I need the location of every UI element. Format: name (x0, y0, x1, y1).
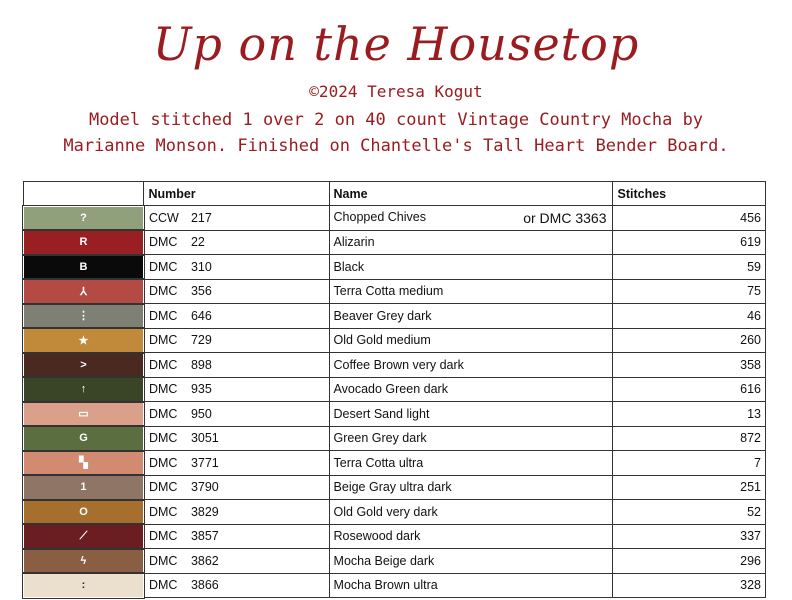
floss-name-cell (329, 524, 613, 549)
table-row (23, 377, 766, 402)
color-swatch-symbol: ? (23, 206, 144, 231)
floss-number-cell (144, 475, 329, 500)
floss-brand: DMC (148, 284, 178, 299)
floss-name: Chopped Chives (333, 209, 426, 224)
floss-number-cell (144, 524, 329, 549)
color-swatch-symbol: ϟ (23, 549, 144, 574)
stitch-count: 13 (613, 402, 766, 427)
floss-name: Beaver Grey dark (333, 308, 432, 323)
table-row (23, 524, 766, 549)
color-swatch-symbol: ⅄ (23, 279, 144, 304)
floss-name-cell (329, 426, 613, 451)
color-swatch-symbol: ⋮ (23, 304, 144, 329)
color-swatch-symbol: ↑ (23, 377, 144, 402)
color-swatch-symbol: : (23, 573, 144, 598)
floss-name-cell (329, 549, 613, 574)
header-name: Name (329, 182, 613, 206)
floss-number: 3866 (190, 578, 219, 593)
model-description-line-2: Marianne Monson. Finished on Chantelle's Tall Heart Bender Board. (63, 136, 729, 156)
floss-number: 310 (190, 259, 212, 274)
floss-number: 3862 (190, 553, 219, 568)
floss-name-cell (329, 451, 613, 476)
color-swatch-symbol: O (23, 500, 144, 525)
floss-brand: DMC (148, 578, 178, 593)
floss-name-cell (329, 230, 613, 255)
floss-number: 3829 (190, 504, 219, 519)
floss-number-cell (144, 353, 329, 378)
stitch-count: 328 (613, 573, 766, 598)
color-swatch-symbol: R (23, 230, 144, 255)
floss-name-cell (329, 206, 613, 231)
floss-name-cell (329, 304, 613, 329)
floss-number-cell (144, 451, 329, 476)
floss-name: Mocha Beige dark (333, 553, 435, 568)
floss-name-cell (329, 402, 613, 427)
floss-number-cell (144, 328, 329, 353)
stitch-count: 337 (613, 524, 766, 549)
floss-brand: DMC (148, 431, 178, 446)
floss-name: Desert Sand light (333, 406, 430, 421)
floss-brand: DMC (148, 480, 178, 495)
floss-brand: DMC (148, 357, 178, 372)
floss-name-cell (329, 573, 613, 598)
stitch-count: 619 (613, 230, 766, 255)
floss-number-cell (144, 255, 329, 280)
floss-number: 3051 (190, 431, 219, 446)
header-symbol (23, 182, 144, 206)
model-description (0, 107, 792, 159)
floss-number: 22 (190, 235, 205, 250)
table-row (23, 328, 766, 353)
floss-number: 935 (190, 382, 212, 397)
floss-name: Alizarin (333, 235, 375, 250)
table-header-row (23, 182, 766, 206)
floss-name-cell (329, 255, 613, 280)
floss-brand: DMC (148, 406, 178, 421)
floss-name: Avocado Green dark (333, 382, 448, 397)
floss-name: Rosewood dark (333, 529, 421, 544)
floss-brand: CCW (148, 210, 179, 225)
floss-number-cell (144, 500, 329, 525)
floss-number: 950 (190, 406, 212, 421)
floss-name: Old Gold medium (333, 333, 431, 348)
floss-brand: DMC (148, 529, 178, 544)
floss-number: 898 (190, 357, 212, 372)
color-swatch-symbol: 1 (23, 475, 144, 500)
floss-number-cell (144, 402, 329, 427)
floss-number: 646 (190, 308, 212, 323)
stitch-count: 616 (613, 377, 766, 402)
header-number: Number (144, 182, 329, 206)
page-title: Up on the Housetop (152, 17, 640, 71)
stitch-count: 75 (613, 279, 766, 304)
color-swatch-symbol: G (23, 426, 144, 451)
table-row (23, 230, 766, 255)
table-row (23, 549, 766, 574)
floss-name: Beige Gray ultra dark (333, 480, 452, 495)
table-row (23, 279, 766, 304)
table-row (23, 500, 766, 525)
color-swatch-symbol: ▚ (23, 451, 144, 476)
floss-brand: DMC (148, 259, 178, 274)
floss-name-cell (329, 500, 613, 525)
floss-number: 356 (190, 284, 212, 299)
floss-number-cell (144, 377, 329, 402)
floss-name-cell (329, 279, 613, 304)
floss-name: Mocha Brown ultra (333, 578, 438, 593)
color-swatch-symbol: B (23, 255, 144, 280)
table-row (23, 451, 766, 476)
stitch-count: 296 (613, 549, 766, 574)
floss-name-cell (329, 475, 613, 500)
table-row (23, 475, 766, 500)
stitch-count: 59 (613, 255, 766, 280)
stitch-count: 251 (613, 475, 766, 500)
stitch-count: 358 (613, 353, 766, 378)
floss-brand: DMC (148, 553, 178, 568)
table-row (23, 255, 766, 280)
floss-number: 217 (190, 210, 212, 225)
stitch-count: 872 (613, 426, 766, 451)
floss-brand: DMC (148, 504, 178, 519)
alternate-floss-note: or DMC 3363 (523, 209, 607, 226)
header-stitches: Stitches (613, 182, 766, 206)
floss-number-cell (144, 279, 329, 304)
table-row (23, 353, 766, 378)
model-description-line-1: Model stitched 1 over 2 on 40 count Vintage Country Mocha by (88, 110, 704, 130)
floss-name: Old Gold very dark (333, 504, 438, 519)
floss-number: 3771 (190, 455, 219, 470)
color-swatch-symbol: ★ (23, 328, 144, 353)
table-row (23, 573, 766, 598)
stitch-count: 456 (613, 206, 766, 231)
table-row (23, 402, 766, 427)
floss-brand: DMC (148, 235, 178, 250)
floss-name-cell (329, 353, 613, 378)
floss-number: 729 (190, 333, 212, 348)
floss-name: Coffee Brown very dark (333, 357, 464, 372)
floss-name: Terra Cotta ultra (333, 455, 424, 470)
table-row (23, 206, 766, 231)
table-row (23, 426, 766, 451)
floss-number-cell (144, 426, 329, 451)
color-swatch-symbol: > (23, 353, 144, 378)
floss-name: Green Grey dark (333, 431, 427, 446)
color-swatch-symbol: ⟋ (23, 524, 144, 549)
floss-number-cell (144, 573, 329, 598)
stitch-count: 260 (613, 328, 766, 353)
copyright-line: ©2024 Teresa Kogut (309, 82, 483, 101)
color-swatch-symbol: ▭ (23, 402, 144, 427)
table-body (23, 206, 766, 598)
floss-number-cell (144, 206, 329, 231)
floss-number: 3790 (190, 480, 219, 495)
floss-brand: DMC (148, 333, 178, 348)
floss-name-cell (329, 377, 613, 402)
stitch-count: 7 (613, 451, 766, 476)
table-row (23, 304, 766, 329)
floss-number-cell (144, 549, 329, 574)
floss-number-cell (144, 304, 329, 329)
floss-number-cell (144, 230, 329, 255)
floss-name: Terra Cotta medium (333, 284, 444, 299)
floss-name-cell (329, 328, 613, 353)
floss-number: 3857 (190, 529, 219, 544)
floss-brand: DMC (148, 308, 178, 323)
stitch-count: 52 (613, 500, 766, 525)
floss-brand: DMC (148, 382, 178, 397)
floss-key-table (22, 181, 766, 599)
floss-brand: DMC (148, 455, 178, 470)
stitch-count: 46 (613, 304, 766, 329)
floss-name: Black (333, 259, 365, 274)
